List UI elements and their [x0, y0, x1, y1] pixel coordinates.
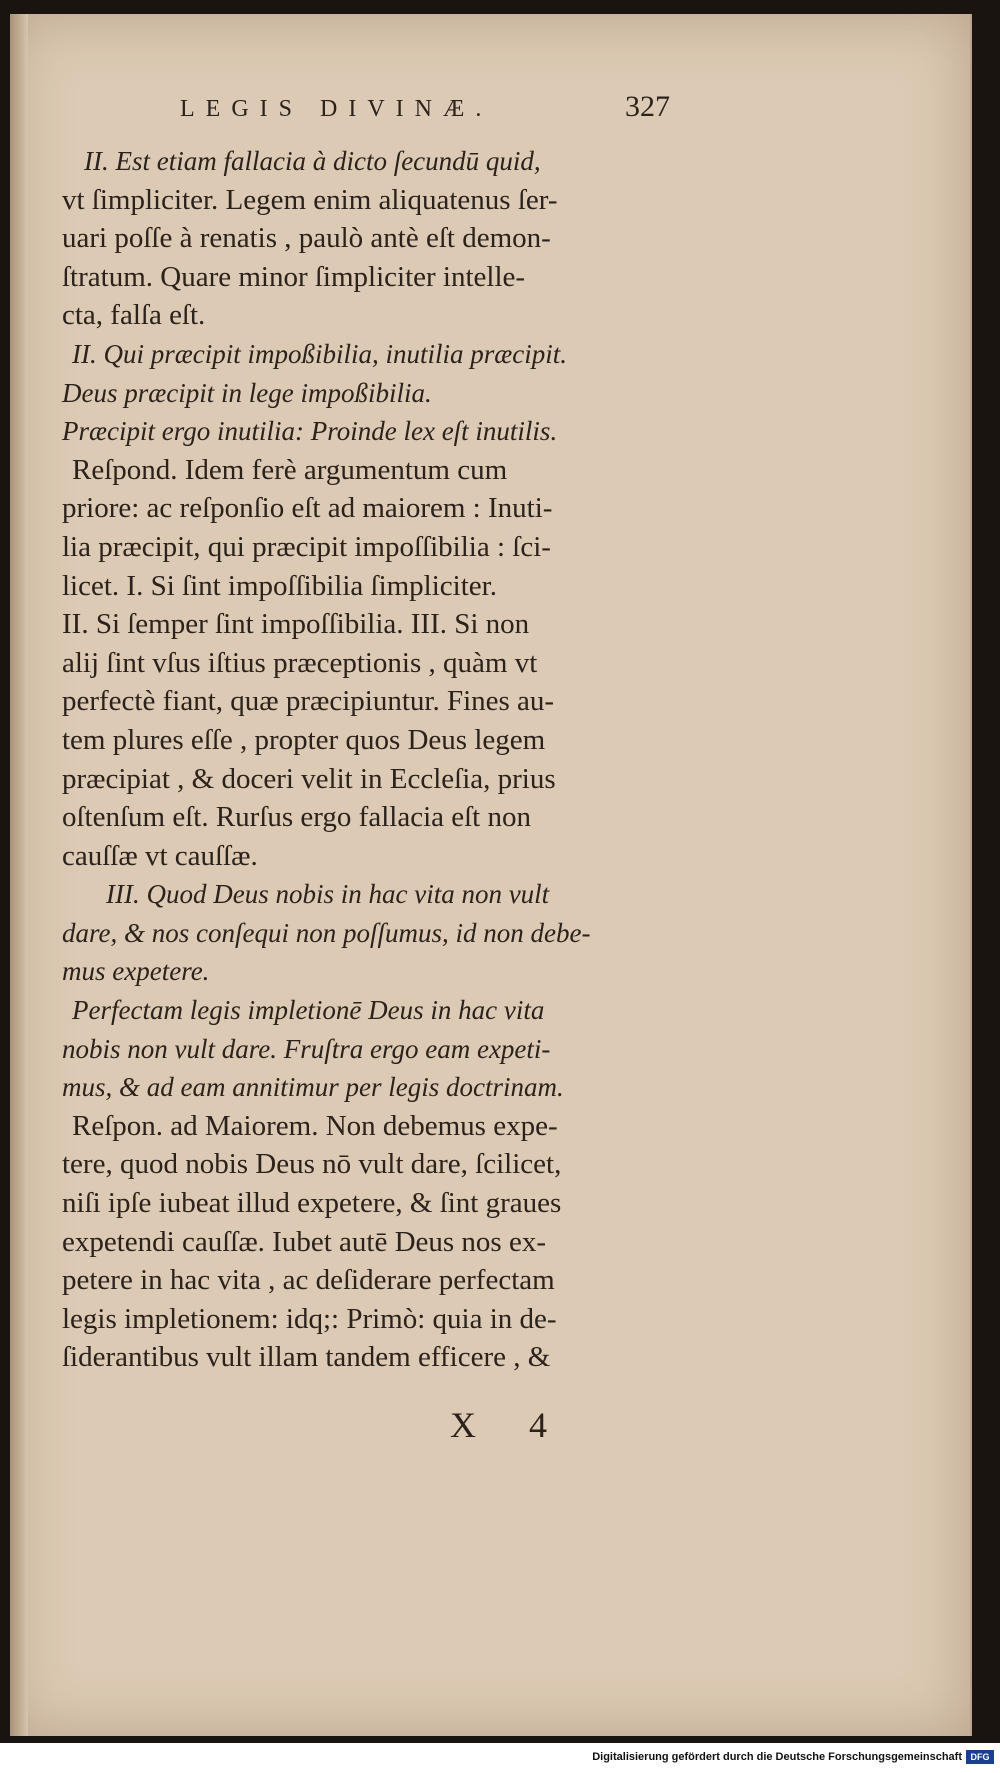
book-page: [10, 14, 972, 1736]
text-line: legis impletionem: idq;: Primò: quia in de-: [62, 1302, 557, 1335]
digitization-footer: [0, 1743, 1000, 1773]
text-line: III. Quod Deus nobis in hac vita non vult: [106, 879, 550, 910]
text-line: priore: ac reſponſio eſt ad maiorem : Inuti-: [62, 492, 553, 525]
text-line: nobis non vult dare. Fruſtra ergo eam expeti-: [62, 1033, 551, 1064]
funding-credit: Digitalisierung gefördert durch die Deutsche Forschungsgemeinschaft: [592, 1751, 962, 1763]
dfg-logo: DFG: [966, 1750, 994, 1764]
page-number: 327: [625, 90, 670, 123]
text-line: cauſſæ vt cauſſæ.: [62, 839, 258, 872]
text-line: vt ſimpliciter. Legem enim aliquatenus ſer-: [62, 183, 558, 216]
text-line: II. Qui præcipit impoßibilia, inutilia præcipit.: [72, 338, 568, 369]
text-line: Reſpond. Idem ferè argumentum cum: [72, 453, 508, 486]
text-line: ſiderantibus vult illam tandem efficere , &: [62, 1341, 551, 1374]
text-line: perfectè fiant, quæ præcipiuntur. Fines au-: [62, 685, 555, 718]
text-line: mus expetere.: [62, 956, 210, 987]
text-line: Præcipit ergo inutilia: Proinde lex eſt inutilis.: [62, 416, 558, 447]
text-line: petere in hac vita , ac deſiderare perfectam: [62, 1264, 555, 1297]
text-line: mus, & ad eam annitimur per legis doctrinam.: [62, 1072, 564, 1103]
text-line: præcipiat , & doceri velit in Eccleſia, prius: [62, 762, 556, 795]
text-line: oſtenſum eſt. Rurſus ergo fallacia eſt non: [62, 801, 531, 834]
page-header: [180, 90, 670, 136]
text-line: Deus præcipit in lege impoßibilia.: [62, 377, 432, 408]
page-edge: [10, 14, 28, 1736]
text-line: II. Si ſemper ſint impoſſibilia. III. Si non: [62, 608, 530, 641]
text-line: expetendi cauſſæ. Iubet autē Deus nos ex-: [62, 1225, 546, 1258]
text-line: Reſpon. ad Maiorem. Non debemus expe-: [72, 1109, 558, 1142]
text-line: lia præcipit, qui præcipit impoſſibilia : ſci-: [62, 530, 551, 563]
text-line: ſtratum. Quare minor ſimpliciter intelle-: [62, 260, 526, 293]
text-line: tere, quod nobis Deus nō vult dare, ſcilicet,: [62, 1148, 562, 1181]
text-line: Perfectam legis impletionē Deus in hac vita: [72, 995, 545, 1026]
text-line: alij ſint vſus iſtius præceptionis , quàm vt: [62, 646, 538, 679]
text-line: cta, falſa eſt.: [62, 299, 206, 332]
text-line: dare, & nos conſequi non poſſumus, id non debe-: [62, 917, 591, 948]
text-line: tem plures eſſe , propter quos Deus legem: [62, 723, 546, 756]
signature-mark: X 4: [450, 1405, 569, 1445]
running-head: LEGIS DIVINÆ.: [180, 96, 493, 122]
text-line: licet. I. Si ſint impoſſibilia ſimpliciter.: [62, 569, 497, 602]
text-line: II. Est etiam fallacia à dicto ſecundū quid,: [84, 146, 541, 176]
body-text: [62, 142, 682, 1377]
text-line: uari poſſe à renatis , paulò antè eſt demon-: [62, 222, 551, 255]
text-line: niſi ipſe iubeat illud expetere, & ſint graues: [62, 1187, 562, 1220]
